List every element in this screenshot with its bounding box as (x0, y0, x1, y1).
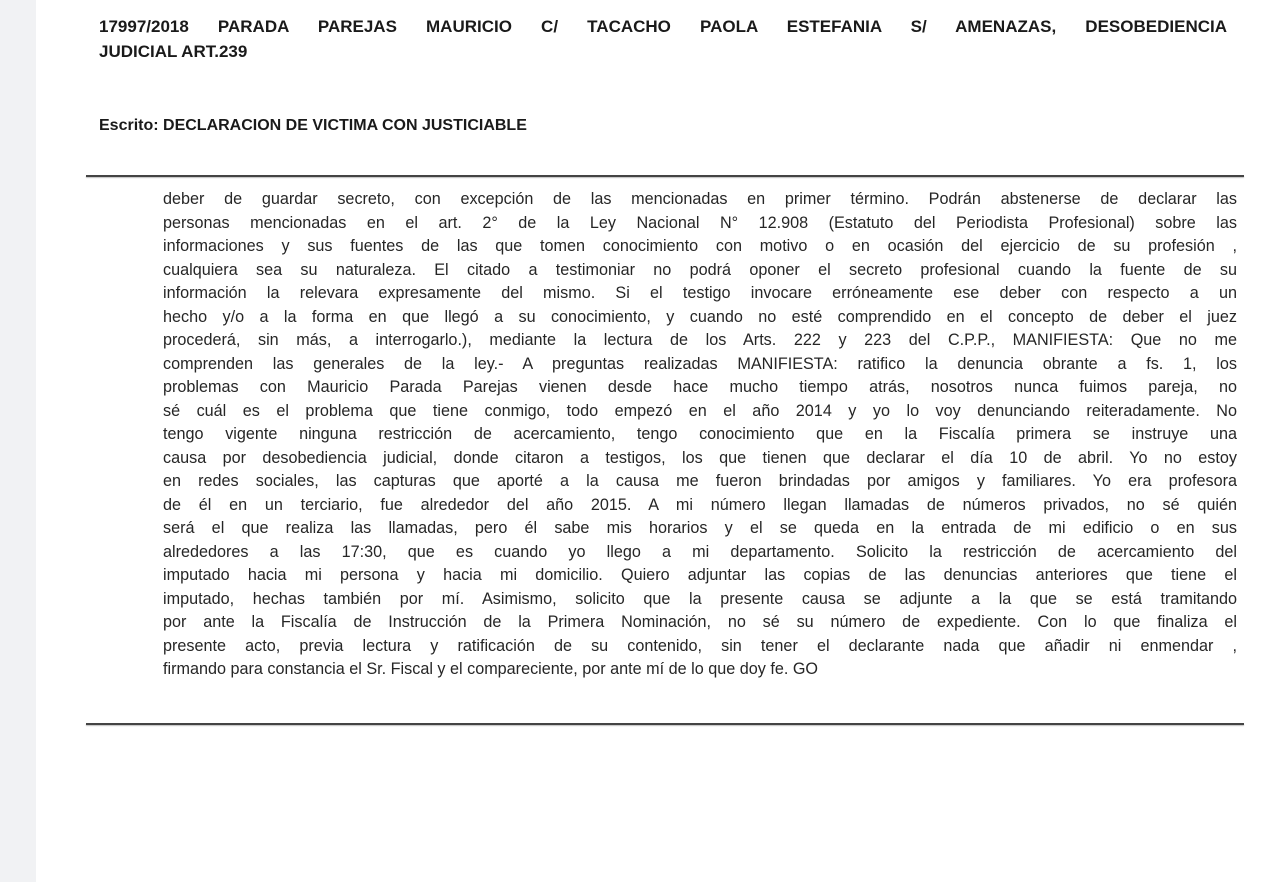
body-line: tengo vigente ninguna restricción de acercamiento, tengo conocimiento que en la Fiscalía primera se instruye una (163, 425, 1237, 443)
body-line: cualquiera sea su naturaleza. El citado a testimoniar no podrá oponer el secreto profesional cuando la fuente de su (163, 260, 1237, 279)
body-line: procederá, sin más, a interrogarlo.), mediante la lectura de los Arts. 222 y 223 del C.P.P., MANIFIESTA: Que no me (163, 331, 1237, 349)
body-line: comprenden las generales de la ley.- A preguntas realizadas MANIFIESTA: ratifico la denuncia obrante a fs. 1, los (163, 354, 1237, 373)
top-divider (86, 175, 1244, 177)
body-line: sé cuál es el problema que tiene conmigo, todo empezó en el año 2014 y yo lo voy denunciando reiteradamente. No (163, 401, 1237, 420)
viewer-left-margin (0, 0, 36, 882)
body-line: personas mencionadas en el art. 2° de la Ley Nacional N° 12.908 (Estatuto del Periodista Profesional) sobre las (163, 213, 1237, 232)
body-line: será el que realiza las llamadas, pero él sabe mis horarios y el se queda en la entrada de mi edificio o en sus (163, 519, 1237, 537)
body-line: de él en un terciario, fue alrededor del año 2015. A mi número llegan llamadas de números privados, no sé quién (163, 495, 1237, 514)
body-line: problemas con Mauricio Parada Parejas vienen desde hace mucho tiempo atrás, nosotros nunca fuimos pareja, no (163, 378, 1237, 396)
body-line: presente acto, previa lectura y ratificación de su contenido, sin tener el declarante nada que añadir ni enmendar , (163, 636, 1237, 655)
body-line: alrededores a las 17:30, que es cuando yo llego a mi departamento. Solicito la restricción de acercamiento del (163, 542, 1237, 561)
body-line: información la relevara expresamente del mismo. Si el testigo invocare erróneamente ese deber con respecto a un (163, 284, 1237, 302)
case-title-line-1: 17997/2018 PARADA PAREJAS MAURICIO C/ TACACHO PAOLA ESTEFANIA S/ AMENAZAS, DESOBEDIENCIA (99, 17, 1227, 36)
body-line: firmando para constancia el Sr. Fiscal y el compareciente, por ante mí de lo que doy fe. GO (163, 660, 819, 678)
body-line: informaciones y sus fuentes de las que tomen conocimiento con motivo o en ocasión del ejercicio de su profesión , (163, 237, 1237, 255)
case-title-line-2: JUDICIAL ART.239 (99, 42, 248, 61)
body-line: causa por desobediencia judicial, donde citaron a testigos, los que tienen que declarar el día 10 de abril. Yo no estoy (163, 448, 1237, 467)
body-line: en redes sociales, las capturas que aporté a la causa me fueron brindadas por amigos y familiares. Yo era profesora (163, 472, 1237, 490)
body-line: imputado hacia mi persona y hacia mi domicilio. Quiero adjuntar las copias de las denuncias anteriores que tiene el (163, 566, 1237, 584)
declaration-body (163, 188, 1237, 682)
body-line: imputado, hechas también por mí. Asimismo, solicito que la presente causa se adjunte a la que se está tramitando (163, 589, 1237, 608)
escrito-label: Escrito: DECLARACION DE VICTIMA CON JUSTICIABLE (99, 117, 527, 134)
body-line: hecho y/o a la forma en que llegó a su conocimiento, y cuando no esté comprendido en el concepto de deber el juez (163, 307, 1237, 326)
body-line: por ante la Fiscalía de Instrucción de la Primera Nominación, no sé su número de expediente. Con lo que finaliza el (163, 613, 1237, 631)
case-title (99, 14, 1227, 64)
bottom-divider (86, 723, 1244, 725)
body-line: deber de guardar secreto, con excepción de las mencionadas en primer término. Podrán abstenerse de declarar las (163, 190, 1237, 208)
